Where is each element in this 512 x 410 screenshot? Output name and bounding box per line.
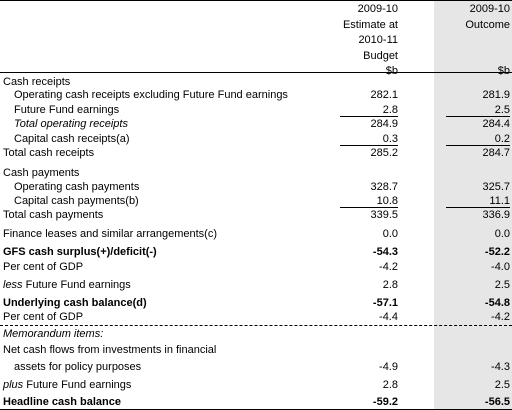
row-label-text: Future Fund earnings [22,279,131,291]
table-row [0,377,512,393]
row-label-modifier: less [3,279,23,291]
header-estimate-column [330,2,398,80]
row-value-outcome: 2.5 [494,279,510,291]
table-row [0,226,512,242]
row-value-outcome: -4.2 [491,311,510,323]
row-value-estimate: 0.0 [382,228,398,240]
row-label: Cash payments [3,167,80,179]
row-value-estimate: 284.9 [370,118,398,130]
row-label: Operating cash payments [14,181,140,193]
table-row [0,359,512,375]
row-label: Per cent of GDP [3,311,84,323]
row-label: Per cent of GDP [3,261,84,273]
row-label: Finance leases and similar arrangements(c) [3,228,217,240]
row-label: Capital cash payments(b) [14,195,139,207]
row-value-outcome: 2.5 [494,379,510,391]
header-col2-line1: 2009-10 [469,3,510,15]
row-label: Total operating receipts [14,118,128,130]
row-value-estimate: 339.5 [370,209,398,221]
row-value-outcome: 284.7 [482,147,510,159]
row-label-modifier: plus [3,379,24,391]
header-col2-line2: Outcome [465,18,510,31]
table-row [0,259,512,275]
header-col1-unit: $b [385,65,398,77]
header-outcome-column [434,2,510,80]
row-label: assets for policy purposes [14,361,142,373]
table-row [0,145,512,161]
row-value-outcome: -54.8 [484,297,510,309]
header-col1-line1: 2009-10 [357,3,398,15]
row-value-outcome: 0.0 [494,228,510,240]
header-col2-line3 [434,33,510,49]
row-label-text: Future Fund earnings [23,379,132,391]
row-value-outcome: 284.4 [482,118,510,130]
row-value-outcome: 11.1 [489,195,510,207]
row-value-estimate: 10.8 [376,195,398,207]
table-row [0,277,512,293]
row-label: GFS cash surplus(+)/deficit(-) [3,246,157,258]
row-value-outcome: -52.2 [484,246,510,258]
row-value-outcome: -4.3 [491,361,510,373]
row-label [3,277,131,293]
row-value-estimate: 282.1 [370,89,398,101]
row-label: Operating cash receipts excluding Future Fund earnings [14,89,288,101]
row-value-estimate: 2.8 [382,104,398,116]
header-top-rule [0,0,512,1]
row-label: Underlying cash balance(d) [3,297,147,309]
table-row [0,207,512,223]
row-value-estimate: 2.8 [382,279,398,291]
header-col1-line4: Budget [363,49,398,62]
header-col1-line3: 2010-11 [358,34,398,46]
header-col2-line4 [434,49,510,65]
table-row [0,309,512,325]
row-value-outcome: -56.5 [484,396,510,408]
row-value-outcome: 281.9 [482,89,510,101]
row-label: Total cash payments [3,209,104,221]
row-value-estimate: -54.3 [372,246,398,258]
header-col1-line2: Estimate at [342,18,398,31]
row-value-estimate: 0.3 [382,133,398,145]
row-label: Future Fund earnings [14,104,120,116]
row-value-estimate: -4.9 [379,361,398,373]
row-value-outcome: 325.7 [482,181,510,193]
row-label: Cash receipts [3,76,71,88]
row-value-estimate: 328.7 [370,181,398,193]
row-value-estimate: -59.2 [372,396,398,408]
header-bottom-rule [0,72,512,73]
row-value-estimate: 285.2 [370,147,398,159]
table-row [0,342,512,358]
table-row [0,116,512,132]
row-label: Headline cash balance [3,396,121,408]
row-value-outcome: -4.0 [491,261,510,273]
table-row [0,394,512,410]
row-label: Capital cash receipts(a) [14,133,130,145]
row-value-outcome: 0.2 [494,133,510,145]
header-col2-unit: $b [497,65,510,77]
row-label [3,377,131,393]
table-row [0,87,512,103]
row-label: Memorandum items: [3,328,104,340]
row-value-estimate: -4.2 [379,261,398,273]
row-label: Total cash receipts [3,147,95,159]
row-value-estimate: -4.4 [379,311,398,323]
row-value-outcome: 336.9 [482,209,510,221]
table-row [0,244,512,260]
row-value-estimate: 2.8 [382,379,398,391]
row-value-outcome: 2.5 [494,104,510,116]
row-value-estimate: -57.1 [372,297,398,309]
table-row [0,326,512,342]
row-label: Net cash flows from investments in financial [3,344,217,356]
